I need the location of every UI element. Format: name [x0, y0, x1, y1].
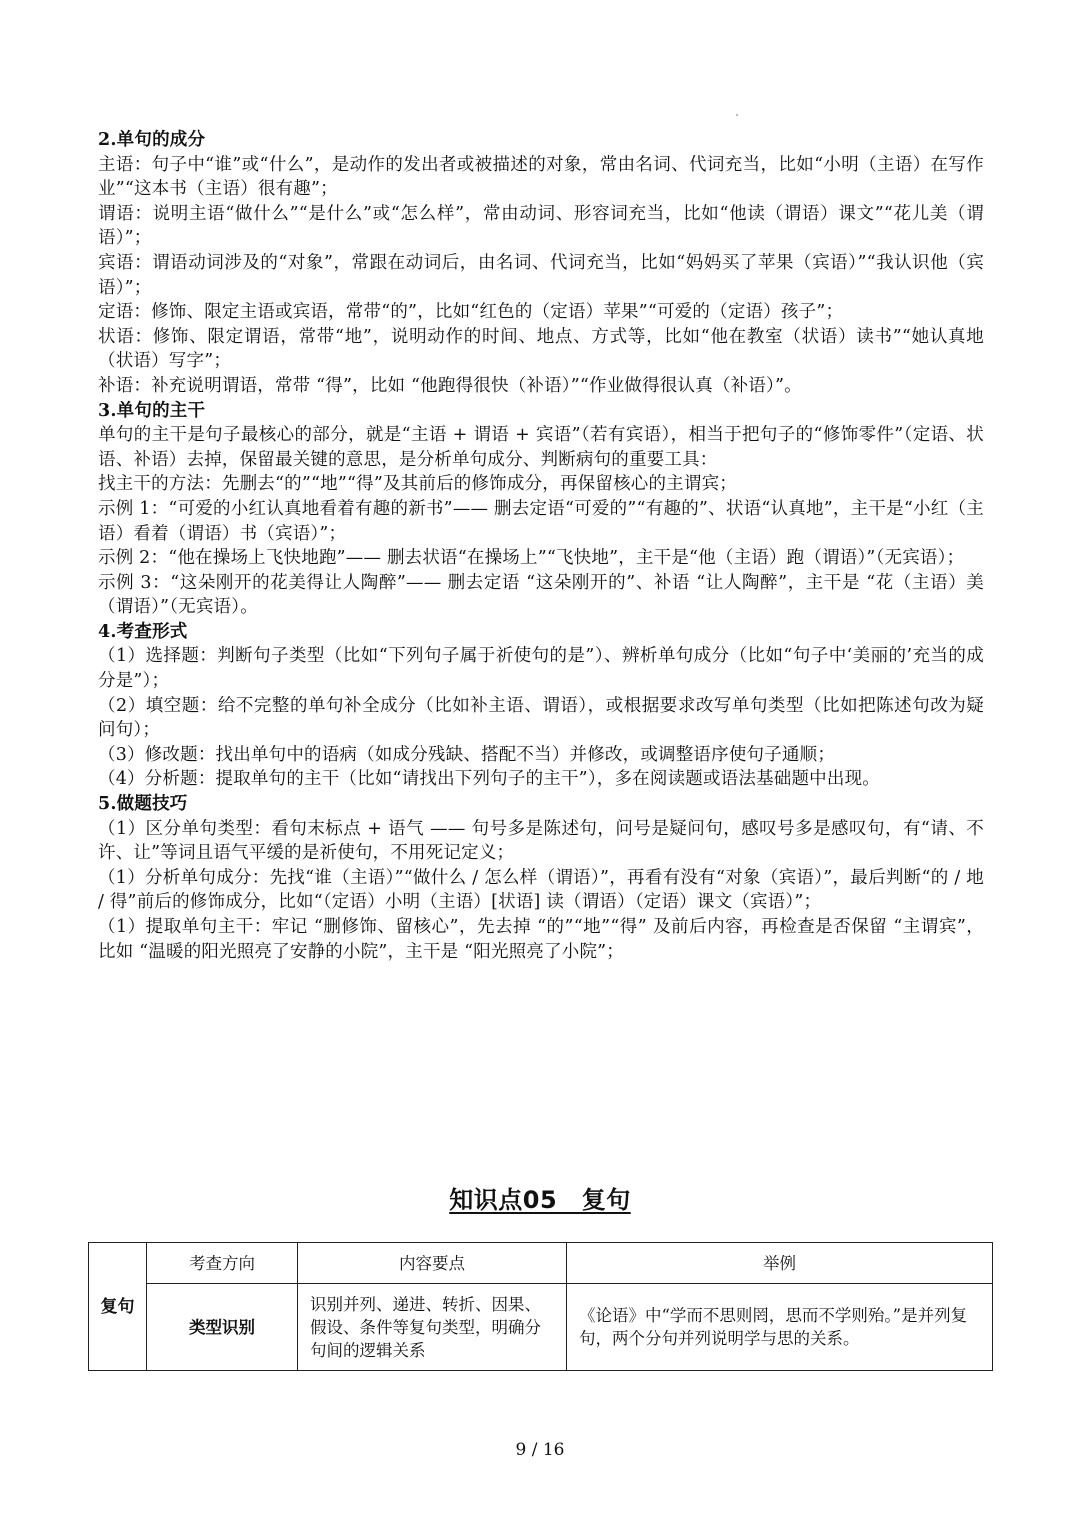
paragraph: （1）分析单句成分：先找“谁（主语）”“做什么 / 怎么样（谓语）”，再看有没有“对象（宾语）”，最后判断“的 / 地 / 得”前后的修饰成分，比如“（定语）小明（主语）[状语] 读（谓语）（定语）课文（宾语）”；: [98, 867, 984, 913]
paragraph: 谓语：说明主语“做什么”“是什么”或“怎么样”，常由动词、形容词充当，比如“他读（谓语）课文”“花儿美（谓语）”；: [98, 203, 984, 249]
paragraph: 主语：句子中“谁”或“什么”，是动作的发出者或被描述的对象，常由名词、代词充当，比如“小明（主语）在写作业”“这本书（主语）很有趣”；: [98, 154, 984, 200]
row-key-points: 识别并列、递进、转折、因果、假设、条件等复句类型，明确分句间的逻辑关系: [298, 1284, 567, 1371]
paragraph: 示例 1：“可爱的小红认真地看着有趣的新书”—— 删去定语“可爱的”“有趣的”、状语“认真地”，主干是“小红（主语）看着（谓语）书（宾语）”；: [98, 498, 984, 544]
paragraph: （1）区分单句类型：看句末标点 + 语气 —— 句号多是陈述句，问号是疑问句，感叹号多是感叹句，有“请、不许、让”等词且语气平缓的是祈使句，不用死记定义；: [98, 818, 984, 864]
table-side-label: 复句: [89, 1243, 147, 1371]
row-example: 《论语》中“学而不思则罔，思而不学则殆。”是并列复句，两个分句并列说明学与思的关系。: [567, 1284, 993, 1371]
paragraph: 示例 3：“这朵刚开的花美得让人陶醉”—— 删去定语 “这朵刚开的”、补语 “让人陶醉”，主干是 “花（主语）美（谓语）”（无宾语）。: [98, 572, 984, 618]
table-header-row: [89, 1243, 993, 1284]
section-title: 知识点05 复句: [449, 1186, 631, 1214]
paragraph: （3）修改题：找出单句中的语病（如成分残缺、搭配不当）并修改，或调整语序使句子通顺；: [98, 744, 836, 765]
paragraph: 定语：修饰、限定主语或宾语，常带“的”，比如“红色的（定语）苹果”“可爱的（定语）孩子”；: [98, 302, 844, 323]
section-heading: 4.考查形式: [98, 621, 188, 642]
paragraph: 宾语：谓语动词涉及的“对象”，常跟在动词后，由名词、代词充当，比如“妈妈买了苹果（宾语）”“我认识他（宾语）”；: [98, 252, 984, 298]
table-row: [89, 1284, 993, 1371]
header-key-points: 内容要点: [298, 1243, 567, 1284]
row-direction: 类型识别: [147, 1284, 298, 1371]
paragraph: 状语：修饰、限定谓语，常带“地”，说明动作的时间、地点、方式等，比如“他在教室（状语）读书”“她认真地（状语）写字”；: [98, 326, 984, 372]
paragraph: （4）分析题：提取单句的主干（比如“请找出下列句子的主干”），多在阅读题或语法基础题中出现。: [98, 769, 880, 790]
body-text: [98, 128, 984, 964]
paragraph: 找主干的方法：先删去“的”“地”“得”及其前后的修饰成分，再保留核心的主谓宾；: [98, 474, 737, 495]
paragraph: （2）填空题：给不完整的单句补全成分（比如补主语、谓语），或根据要求改写单句类型（比如把陈述句改为疑问句）；: [98, 695, 984, 741]
header-direction: 考查方向: [147, 1243, 298, 1284]
knowledge-table: [88, 1242, 993, 1371]
paragraph: 单句的主干是句子最核心的部分，就是“主语 + 谓语 + 宾语”（若有宾语），相当于把句子的“修饰零件”（定语、状语、补语）去掉，保留最关键的意思，是分析单句成分、判断病句的重要工具：: [98, 425, 984, 470]
header-example: 举例: [567, 1243, 993, 1284]
section-heading: 2.单句的成分: [98, 130, 206, 150]
paragraph: 示例 2：“他在操场上飞快地跑”—— 删去状语“在操场上”“飞快地”，主干是“他（主语）跑（谓语）”（无宾语）；: [98, 548, 965, 569]
paragraph: （1）提取单句主干：牢记 “删修饰、留核心”，先去掉 “的”“地”“得” 及前后内容，再检查是否保留 “主谓宾”，比如 “温暖的阳光照亮了安静的小院”，主干是 “阳光照亮了小院”；: [98, 917, 984, 962]
paragraph: （1）选择题：判断句子类型（比如“下列句子属于祈使句的是”）、辨析单句成分（比如“句子中‘美丽的’充当的成分是”）；: [98, 646, 984, 692]
page-number: 9 / 16: [515, 1440, 565, 1460]
section-heading: 5.做题技巧: [98, 794, 188, 815]
paragraph: 补语：补充说明谓语，常带 “得”，比如 “他跑得很快（补语）”“作业做得很认真（补语）”。: [98, 375, 802, 396]
section-heading: 3.单句的主干: [98, 400, 206, 421]
scan-speck: [736, 114, 738, 116]
